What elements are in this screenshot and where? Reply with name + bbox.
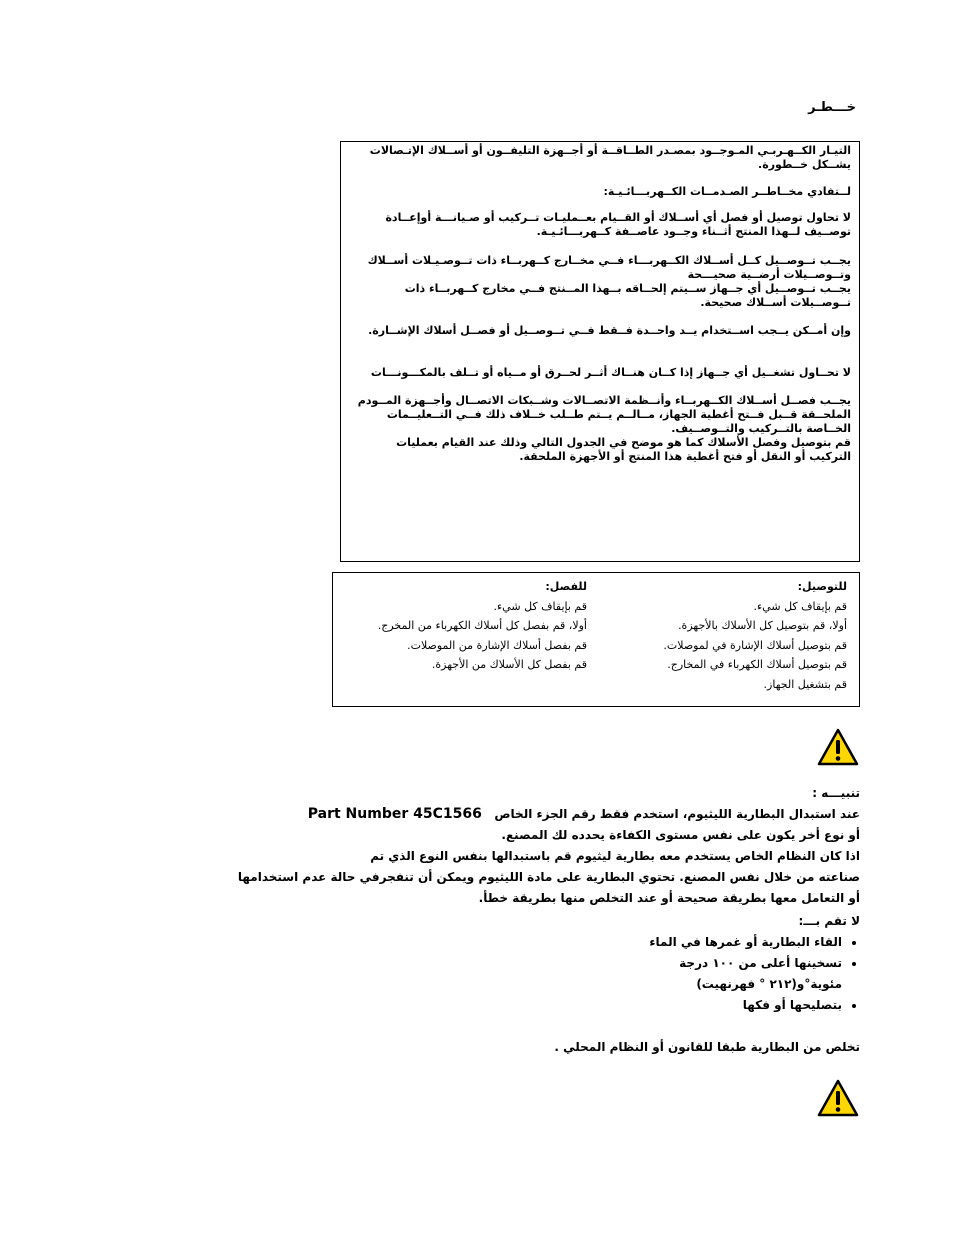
disconnect-step: قم بفصل أسلاك الإشارة من الموصلات. <box>407 638 587 652</box>
caution-line: اذا كان النظام الخاص يستخدم معه بطارية ليثيوم قم باستبدالها بنفس النوع الذي تم <box>370 849 860 863</box>
caution-line <box>150 804 860 825</box>
caution-line: أو نوع أخر يكون على نفس مستوى الكفاءة يحدده لك المصنع. <box>501 828 860 842</box>
danger-paragraph-3: لا تحاول توصيل أو فصل أي أســلاك أو القــيام بعــمليـات تــركيب أو صـيانـــة أوإعــادة توصــيف لــهذا المنتج أثــناء وجــود عاصــفة كــهربـــائـيـة. <box>385 211 851 238</box>
disconnect-column <box>337 577 587 675</box>
part-number: Part Number 45C1566 <box>307 806 482 822</box>
caution-section <box>150 783 860 909</box>
list-item: • القاء البطارية أو غمرها في الماء <box>460 932 842 953</box>
disconnect-step: أولا، قم بفصل كل أسلاك الكهرباء من المخرج. <box>377 619 587 632</box>
do-not-heading: لا تقم بـــ: <box>798 914 860 928</box>
connect-heading: للتوصيل: <box>797 580 847 593</box>
list-item: • بتصليحها أو فكها <box>460 995 842 1016</box>
caution-line: صناعته من خلال نفس المصنع. تحتوي البطارية على مادة الليثيوم ويمكن أن تنفجرفي حالة عدم استخدامها <box>237 870 860 884</box>
danger-paragraph-1: التيـار الكــهـربـي المـوجــود بمصـدر الطــاقــة أو أجــهزة التليفــون أو أســلاك الإتـصالات يشــكل خــطورة. <box>369 144 851 171</box>
connect-column <box>607 577 847 694</box>
disconnect-step: قم بفصل كل الأسلاك من الأجهزة. <box>431 658 587 671</box>
danger-paragraph-5: يجــب تــوصــيل أي جــهاز ســيتم إلحــاقه بــهذا المــنتج فــي مخارج كــهربــاء ذات تــوصــيلات أســلاك صحيحة. <box>404 282 851 309</box>
danger-paragraph-8: يجــب فصــل أســلاك الكــهربــاء وأنــظمة الاتصــالات وشــبكات الاتصــال وأجــهزة المــودم الملحــقة قــبل فــتح أغطية الجهاز، مــالــم يــتم طــلب خــلاف ذلك فــي التــعليــمات الخــاصة بالتــركيب والتــوصــيف. <box>357 394 851 435</box>
list-item: • تسخينها أعلى من ١٠٠ درجة مئوية°و(٢١٢ ° فهرنهيت) <box>642 953 842 995</box>
warning-triangle-icon <box>816 727 860 767</box>
do-not-list <box>460 932 860 1016</box>
caution-line: أو التعامل معها بطريقة صحيحة أو عند التخلص منها بطريقة خطأ. <box>478 891 860 905</box>
connect-step: قم بتشغيل الجهاز. <box>763 677 847 691</box>
connect-step: قم بتوصيل أسلاك الإشارة في لموصلات. <box>663 638 847 652</box>
caution-line-prefix: عند استبدال البطارية الليثيوم، استخدم فقط رقم الجزء الخاص <box>494 807 860 821</box>
connect-step: أولا، قم بتوصيل كل الأسلاك بالأجهزة. <box>678 619 847 632</box>
danger-paragraph-4: يجــب تــوصــيل كــل أســلاك الكــهربـــاء فــي مخــارج كــهربــاء ذات تــوصـيـلات أســلاك وتــوصــيلات أرضــية صحيـــحة <box>367 254 851 281</box>
danger-paragraph-7: لا تحــاول تشغــيل أي جــهاز إذا كــان هنــاك أثــر لحــرق أو مــياه أو تــلف بالمكـــونـــات <box>370 366 851 379</box>
danger-paragraph-2: لــتفادي مخــاطــر الصـدمــات الكــهربـــائـيـة: <box>603 185 851 198</box>
connect-step: قم بتوصيل أسلاك الكهرباء في المخارج. <box>667 658 847 671</box>
danger-paragraph-6: وإن أمــكن يــجب اســتخدام يــد واحــدة فــقط فــي تــوصــيل أو فصــل أسلاك الإشــارة. <box>368 324 851 337</box>
do-not-section <box>460 911 860 1016</box>
connection-table <box>332 572 860 707</box>
disconnect-heading: للفصل: <box>545 580 587 593</box>
danger-box <box>340 141 860 562</box>
connect-step: قم بإيقاف كل شيء. <box>753 599 847 613</box>
disconnect-step: قم بإيقاف كل شيء. <box>493 599 587 613</box>
danger-title: خـــطـر <box>808 100 856 115</box>
dispose-instruction: تخلص من البطارية طبقا للقانون أو النظام المحلي . <box>554 1040 860 1054</box>
caution-title: تنبيـــه : <box>812 786 860 800</box>
warning-triangle-icon <box>816 1078 860 1118</box>
danger-paragraph-9: قم بتوصيل وفصل الأسلاك كما هو موضح في الجدول التالي وذلك عند القيام بعمليات التركيب أو النقل أو فتح أغطية هذا المنتج أو الأجهزة الملحقة. <box>396 436 851 463</box>
